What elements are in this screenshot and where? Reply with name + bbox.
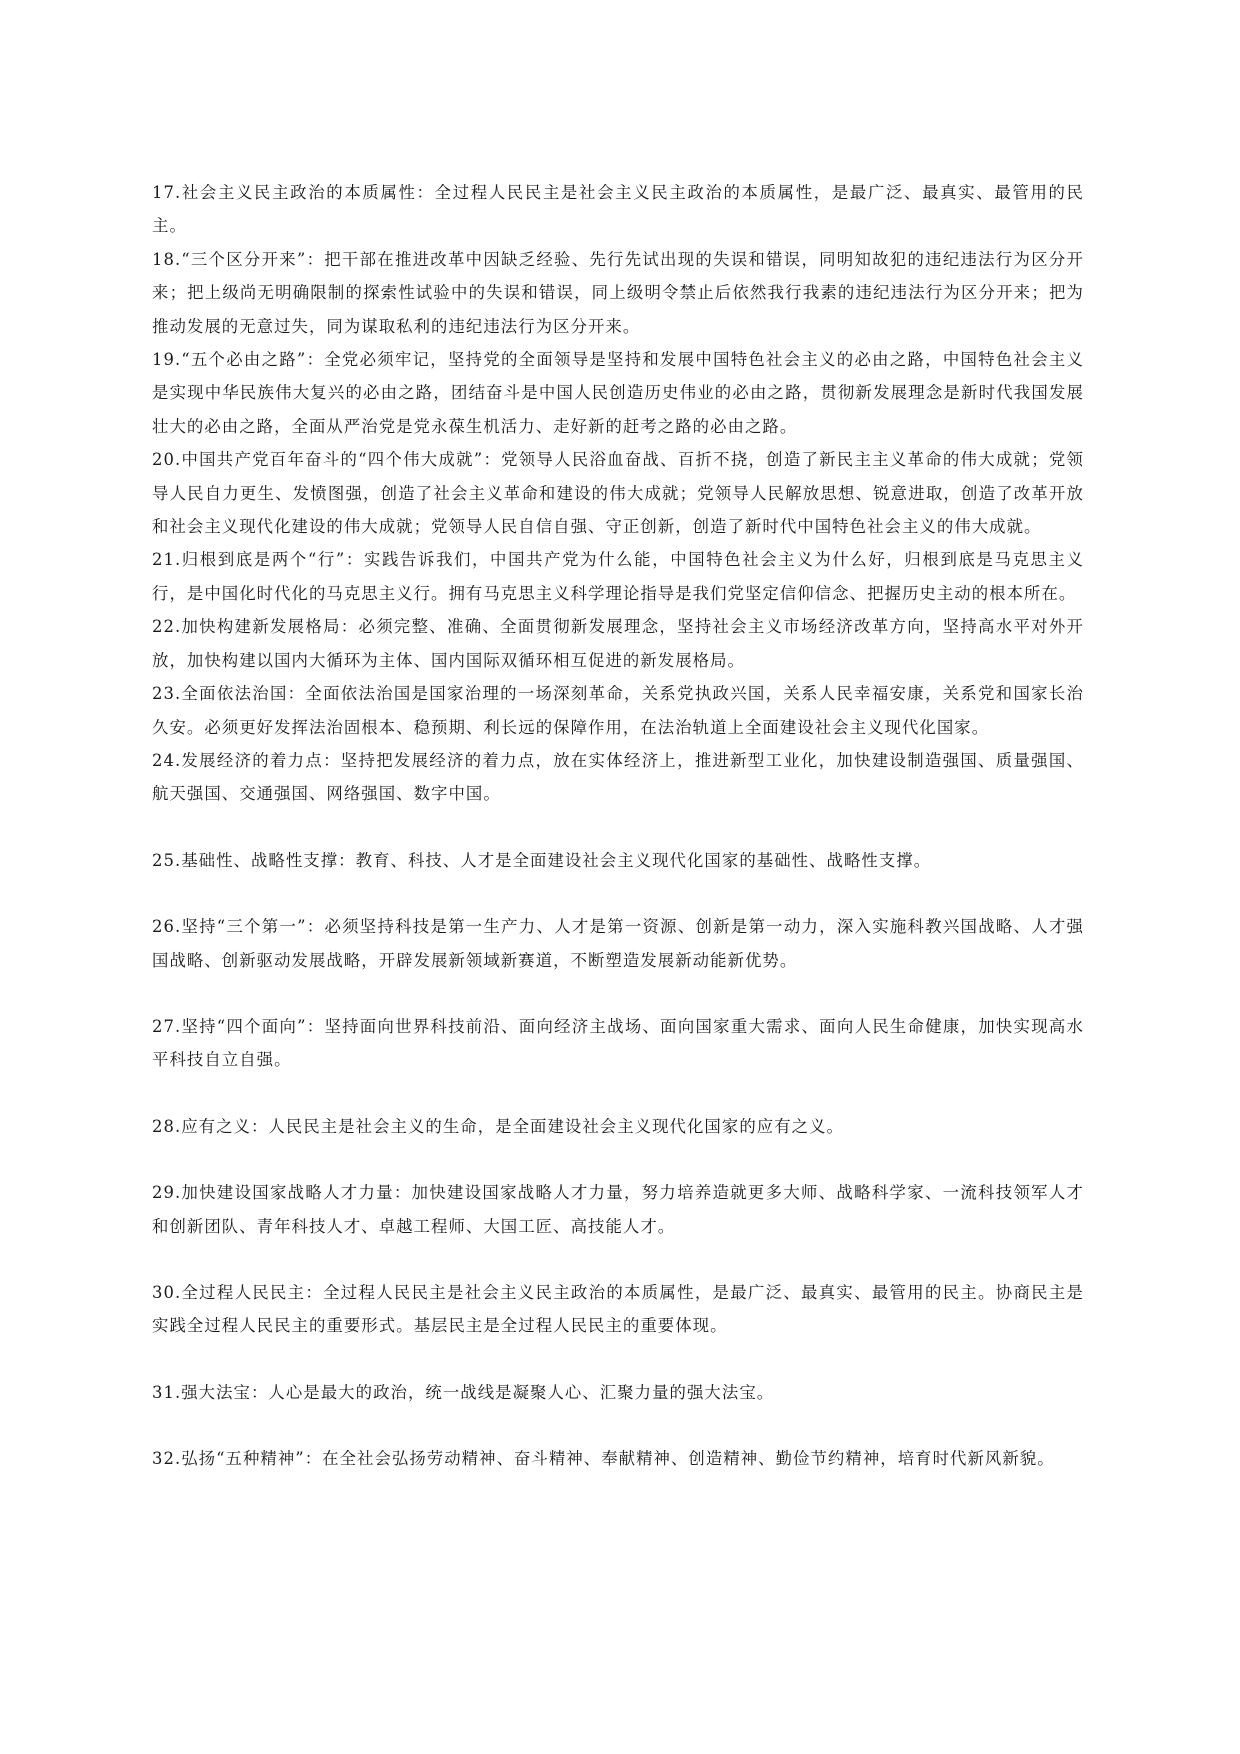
paragraph-21: 21.归根到底是两个“行”：实践告诉我们，中国共产党为什么能，中国特色社会主义为什么好，归根到底是马克思主义行，是中国化时代化的马克思主义行。拥有马克思主义科学理论指导是我们党坚定信仰信念、把握历史主动的根本所在。 bbox=[152, 550, 1084, 603]
paragraph-29: 29.加快建设国家战略人才力量：加快建设国家战略人才力量，努力培养造就更多大师、战略科学家、一流科技领军人才和创新团队、青年科技人才、卓越工程师、大国工匠、高技能人才。 bbox=[152, 1183, 1084, 1236]
paragraph-17: 17.社会主义民主政治的本质属性：全过程人民民主是社会主义民主政治的本质属性，是最广泛、最真实、最管用的民主。 bbox=[152, 183, 1084, 236]
paragraph-30: 30.全过程人民民主：全过程人民民主是社会主义民主政治的本质属性，是最广泛、最真实、最管用的民主。协商民主是实践全过程人民民主的重要形式。基层民主是全过程人民民主的重要体现。 bbox=[152, 1282, 1084, 1336]
paragraph-27: 27.坚持“四个面向”：坚持面向世界科技前沿、面向经济主战场、面向国家重大需求、面向人民生命健康，加快实现高水平科技自立自强。 bbox=[152, 1016, 1084, 1070]
paragraph-26: 26.坚持“三个第一”：必须坚持科技是第一生产力、人才是第一资源、创新是第一动力，深入实施科教兴国战略、人才强国战略、创新驱动发展战略，开辟发展新领域新赛道，不断塑造发展新动能新优势。 bbox=[152, 917, 1084, 970]
paragraph-24: 24.发展经济的着力点：坚持把发展经济的着力点，放在实体经济上，推进新型工业化，加快建设制造强国、质量强国、航天强国、交通强国、网络强国、数字中国。 bbox=[152, 750, 1084, 804]
paragraph-28: 28.应有之义：人民民主是社会主义的生命，是全面建设社会主义现代化国家的应有之义。 bbox=[152, 1116, 844, 1136]
paragraph-20: 20.中国共产党百年奋斗的“四个伟大成就”：党领导人民浴血奋战、百折不挠，创造了新民主主义革命的伟大成就；党领导人民自力更生、发愤图强，创造了社会主义革命和建设的伟大成就；党领导人民解放思想、锐意进取，创造了改革开放和社会主义现代化建设的伟大成就；党领导人民自信自强、守正创新，创造了新时代中国特色社会主义的伟大成就。 bbox=[152, 450, 1084, 537]
paragraph-31: 31.强大法宝：人心是最大的政治，统一战线是凝聚人心、汇聚力量的强大法宝。 bbox=[152, 1382, 775, 1402]
paragraph-19: 19.“五个必由之路”：全党必须牢记，坚持党的全面领导是坚持和发展中国特色社会主义的必由之路，中国特色社会主义是实现中华民族伟大复兴的必由之路，团结奋斗是中国人民创造历史伟业的必由之路，贯彻新发展理念是新时代我国发展壮大的必由之路，全面从严治党是党永葆生机活力、走好新的赶考之路的必由之路。 bbox=[152, 350, 1084, 436]
paragraph-23: 23.全面依法治国：全面依法治国是国家治理的一场深刻革命，关系党执政兴国，关系人民幸福安康，关系党和国家长治久安。必须更好发挥法治固根本、稳预期、利长远的保障作用，在法治轨道上全面建设社会主义现代化国家。 bbox=[152, 684, 1084, 737]
document-body bbox=[152, 176, 1084, 1476]
paragraph-25: 25.基础性、战略性支撑：教育、科技、人才是全面建设社会主义现代化国家的基础性、战略性支撑。 bbox=[152, 850, 932, 870]
paragraph-22: 22.加快构建新发展格局：必须完整、准确、全面贯彻新发展理念，坚持社会主义市场经济改革方向，坚持高水平对外开放，加快构建以国内大循环为主体、国内国际双循环相互促进的新发展格局。 bbox=[152, 617, 1084, 670]
paragraph-18: 18.“三个区分开来”：把干部在推进改革中因缺乏经验、先行先试出现的失误和错误，同明知故犯的违纪违法行为区分开来；把上级尚无明确限制的探索性试验中的失误和错误，同上级明令禁止后依然我行我素的违纪违法行为区分开来；把为推动发展的无意过失，同为谋取私利的违纪违法行为区分开来。 bbox=[152, 249, 1084, 336]
paragraph-32: 32.弘扬“五种精神”：在全社会弘扬劳动精神、奋斗精神、奉献精神、创造精神、勤俭节约精神，培育时代新风新貌。 bbox=[152, 1449, 1055, 1469]
